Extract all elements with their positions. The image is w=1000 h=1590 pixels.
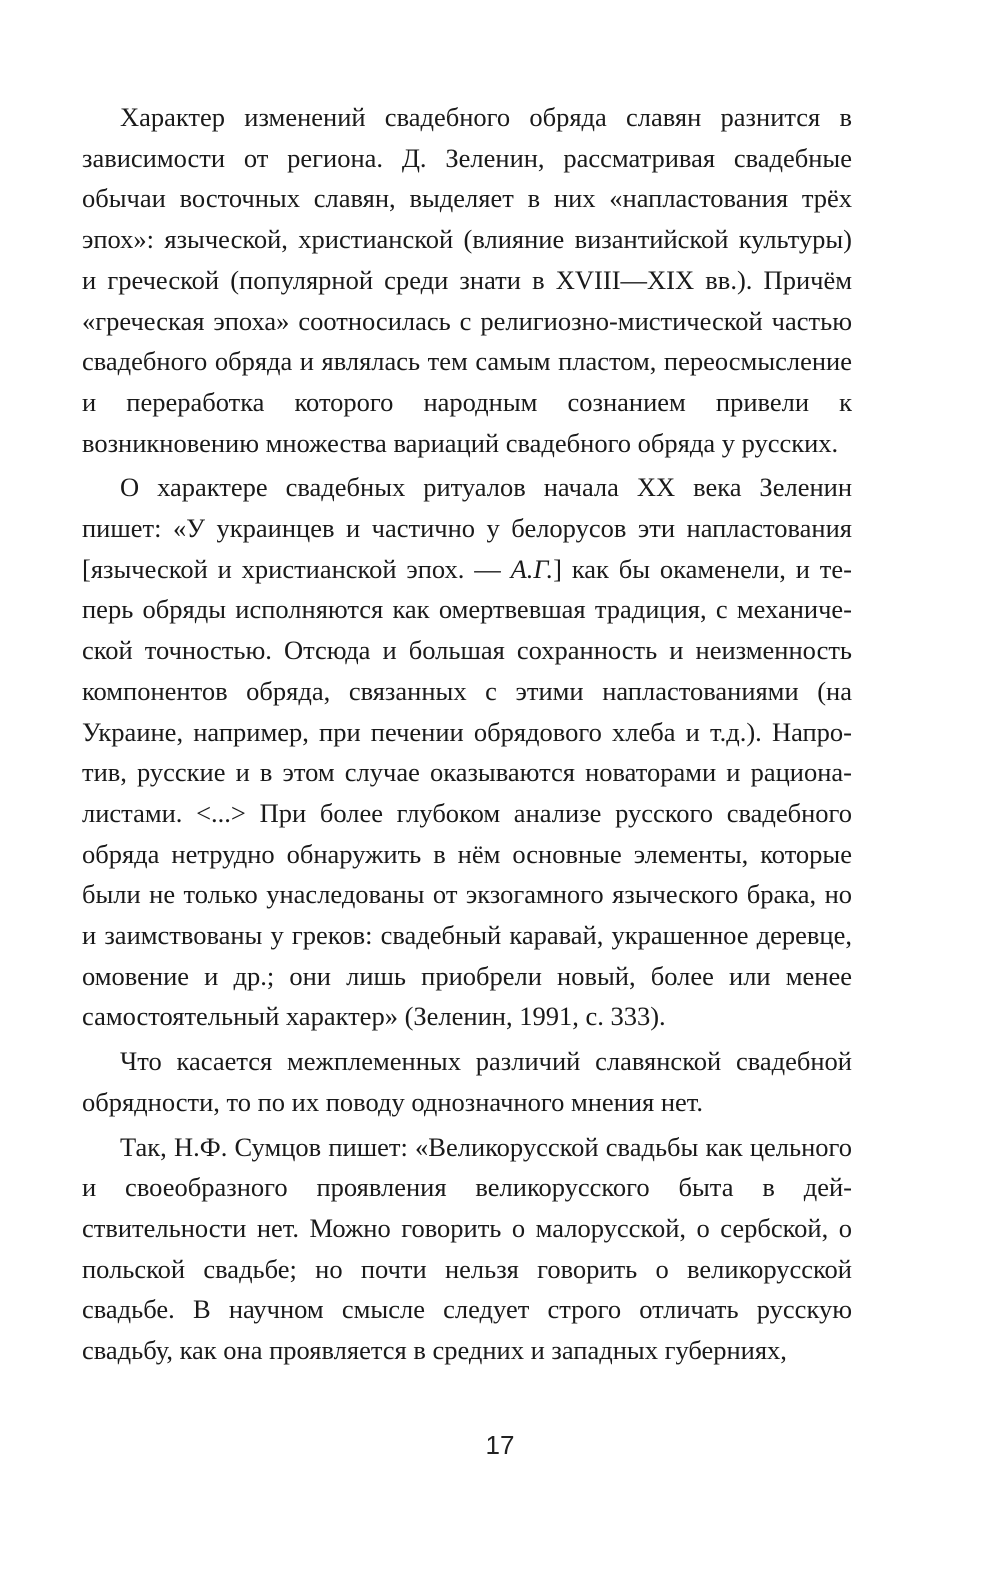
- paragraph-2-text: О характере свадебных ритуалов начала XX века Зеленин пишет: «У украинцев и частично у белорусов эти напластования [языческой и христианской эпох. —: [82, 472, 852, 584]
- paragraph-3: Что касается межплеменных различий славянской свадебной обрядности, то по их поводу однозначного мнения нет.: [82, 1046, 852, 1117]
- page-number: 17: [485, 1430, 515, 1460]
- paragraph-2: [82, 467, 852, 1037]
- page-body: [82, 97, 852, 1371]
- paragraph-4: Так, Н.Ф. Сумцов пишет: «Великорусской свадьбы как цельного и своеобразного проявления великорусского быта в действительности нет. Можно говорить о малорусской, о сербской, о польской свадьбе; но почти нельзя говорить о великорусской свадьбе. В научном смысле следует строго отличать русскую свадьбу, как она проявляется в средних и западных губерниях,: [82, 1131, 852, 1366]
- author-initials: А.Г.: [510, 553, 554, 584]
- paragraph-2-text-cont: ] как бы окаменели, и теперь обряды исполняются как омертвевшая традиция, с механической точностью. Отсюда и большая сохранность и неизменность компонентов обряда, связанных с этими напластованиями (на Украине, например, при печении обрядового хлеба и т.д.). Напротив, русские и в этом случае оказываются новаторами и рационалистами. <...> При более глубоком анализе русского свадебного обряда нетрудно обнаружить в нём основные элементы, которые были не только унаследованы от экзогамного языческого брака, но и заимствованы у греков: свадебный каравай, украшенное деревце, омовение и др.; они лишь приобрели новый, более или менее самостоятельный характер» (Зеленин, 1991, с. 333).: [82, 553, 852, 1032]
- paragraph-1: Характер изменений свадебного обряда славян разнится в зависимости от региона. Д. Зеленин, рассматривая свадебные обычаи восточных славян, выделяет в них «напластования трёх эпох»: языческой, христианской (влияние византийской культуры) и греческой (популярной среди знати в XVIII—XIX вв.). Причём «греческая эпоха» соотносилась с религиозно-мистической частью свадебного обряда и являлась тем самым пластом, переосмысление и переработка которого народным сознанием привели к возникновению множества вариаций свадебного обряда у русских.: [82, 102, 852, 458]
